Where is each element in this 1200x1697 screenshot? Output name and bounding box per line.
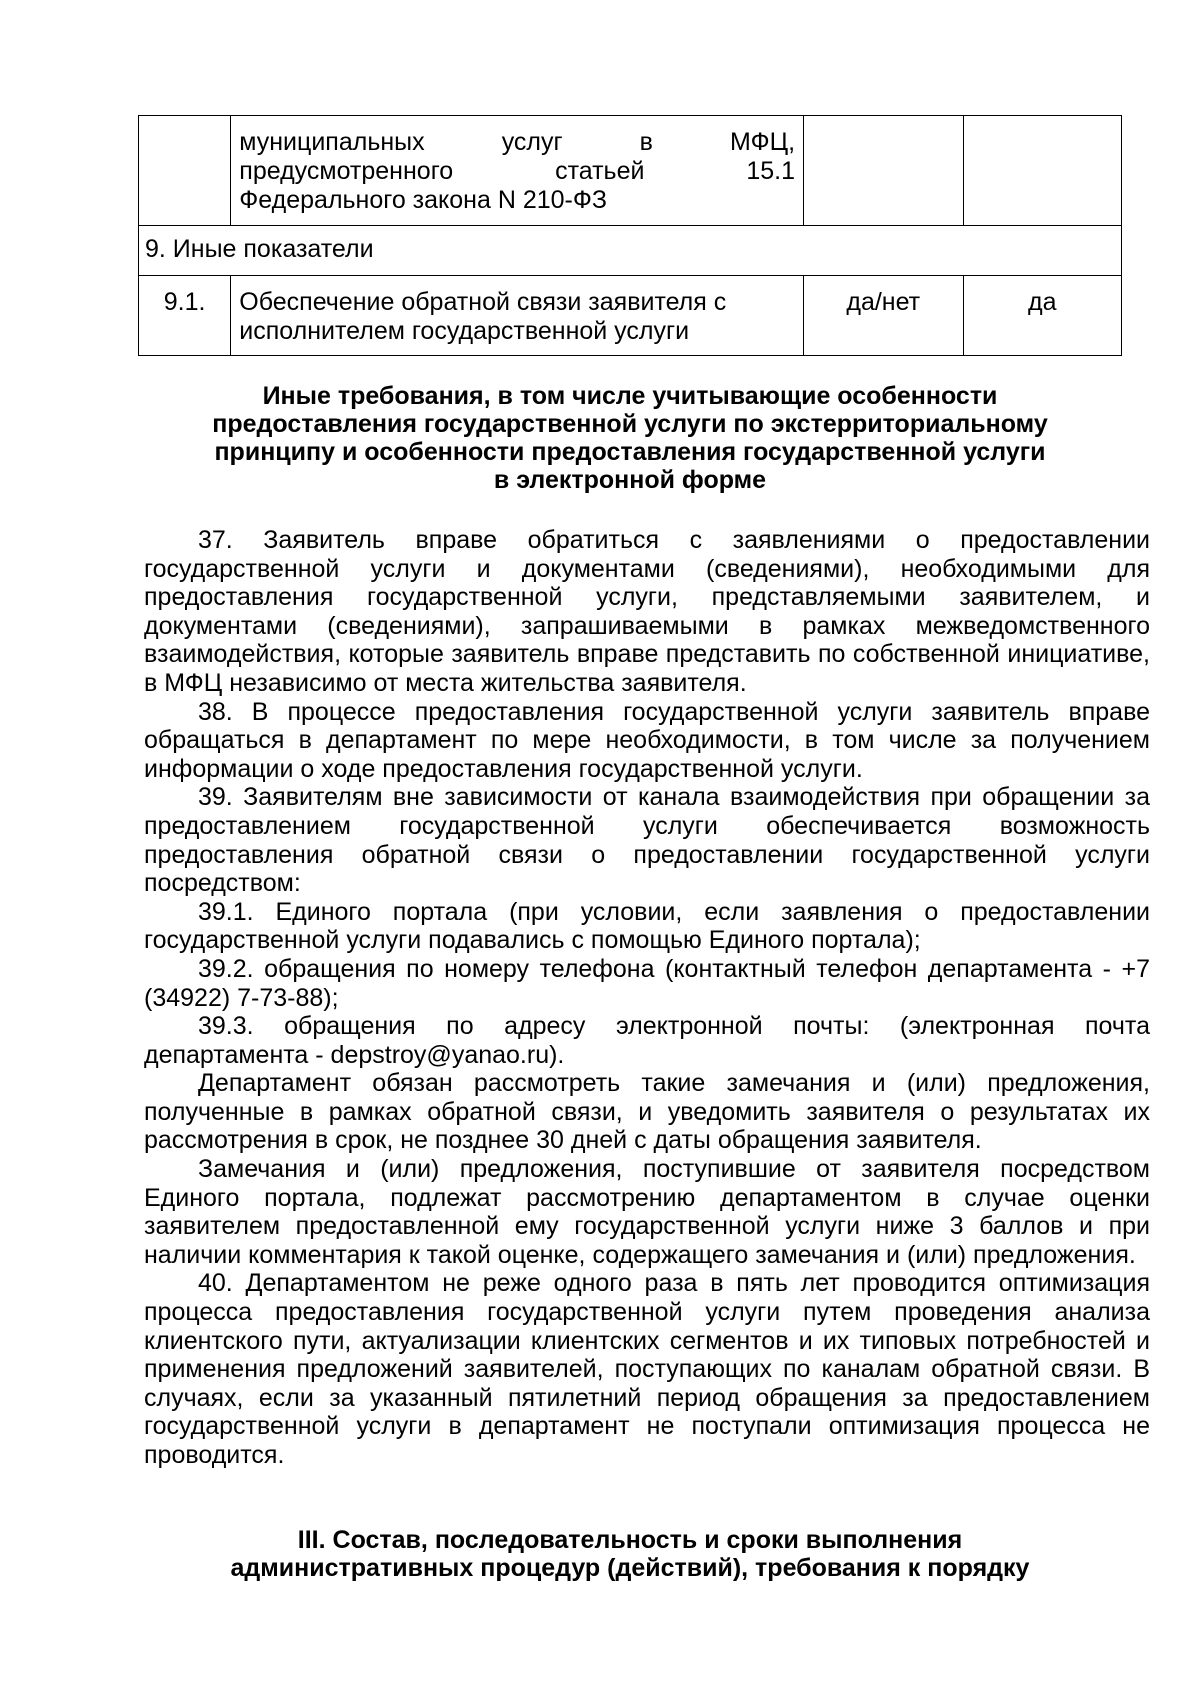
table-cell-unit: да/нет — [804, 276, 963, 356]
heading-line: Иные требования, в том числе учитывающие особенности — [262, 382, 998, 410]
heading-line: принципу и особенности предоставления государственной услуги — [214, 438, 1046, 466]
section-heading-cell: 9. Иные показатели — [139, 226, 1122, 276]
table-section-row — [139, 226, 1122, 276]
heading-line: административных процедур (действий), требования к порядку — [230, 1554, 1030, 1582]
heading-line: предоставления государственной услуги по экстерриториальному — [212, 410, 1048, 438]
table-cell-indicator — [231, 116, 804, 226]
cell-line: муниципальных услуг в МФЦ, — [239, 128, 796, 156]
table-row — [139, 276, 1122, 356]
table-row — [139, 116, 1122, 226]
paragraph-38: 38. В процессе предоставления государственной услуги заявитель вправе обращаться в департамент по мере необходимости, в том числе за получением информации о ходе предоставления государственной услуги. — [144, 697, 1150, 783]
indicators-table — [138, 115, 1122, 356]
table-cell-number — [139, 116, 231, 226]
section-heading — [150, 382, 1110, 494]
paragraph-obligation: Департамент обязан рассмотреть такие замечания и (или) предложения, полученные в рамках обратной связи, и уведомить заявителя о результатах их рассмотрения в срок, не позднее 30 дней с даты обращения заявителя. — [144, 1069, 1150, 1155]
table-cell-value: да — [963, 276, 1122, 356]
table-cell-number: 9.1. — [139, 276, 231, 356]
cell-line: Федерального закона N 210-ФЗ — [239, 186, 607, 214]
table-cell-unit — [804, 116, 963, 226]
table-cell-indicator — [231, 276, 804, 356]
cell-line: исполнителем государственной услуги — [239, 317, 690, 345]
paragraph-37: 37. Заявитель вправе обратиться с заявлениями о предоставлении государственной услуги и документами (сведениями), необходимыми для предоставления государственной услуги, представляемыми заявителем, и документами (сведениями), запрашиваемыми в рамках межведомственного взаимодействия, которые заявитель вправе представить по собственной инициативе, в МФЦ независимо от места жительства заявителя. — [144, 526, 1150, 697]
paragraph-remarks: Замечания и (или) предложения, поступившие от заявителя посредством Единого портала, подлежат рассмотрению департаментом в случае оценки заявителем предоставленной ему государственной услуги ниже 3 баллов и при наличии комментария к такой оценке, содержащего замечания и (или) предложения. — [144, 1155, 1150, 1269]
cell-line: предусмотренного статьей 15.1 — [239, 157, 796, 185]
cell-line: Обеспечение обратной связи заявителя с — [239, 288, 727, 316]
paragraph-39-2: 39.2. обращения по номеру телефона (контактный телефон департамента - +7 (34922) 7-73-88); — [144, 954, 1150, 1012]
paragraph-39-3: 39.3. обращения по адресу электронной почты: (электронная почта департамента - depstroy@yanao.ru). — [144, 1012, 1150, 1069]
section-heading-iii — [150, 1526, 1110, 1582]
table-cell-value — [963, 116, 1122, 226]
paragraph-39-1: 39.1. Единого портала (при условии, если заявления о предоставлении государственной услуги подавались с помощью Единого портала); — [144, 897, 1150, 955]
paragraph-40: 40. Департаментом не реже одного раза в пять лет проводится оптимизация процесса предоставления государственной услуги путем проведения анализа клиентского пути, актуализации клиентских сегментов и их типовых потребностей и применения предложений заявителей, поступающих по каналам обратной связи. В случаях, если за указанный пятилетний период обращения за предоставлением государственной услуги в департамент не поступали оптимизация процесса не проводится. — [144, 1269, 1150, 1469]
paragraph-39: 39. Заявителям вне зависимости от канала взаимодействия при обращении за предоставлением государственной услуги обеспечивается возможность предоставления обратной связи о предоставлении государственной услуги посредством: — [144, 783, 1150, 898]
heading-line: III. Состав, последовательность и сроки выполнения — [297, 1526, 963, 1554]
heading-line: в электронной форме — [493, 466, 767, 494]
document-body — [144, 526, 1150, 1470]
